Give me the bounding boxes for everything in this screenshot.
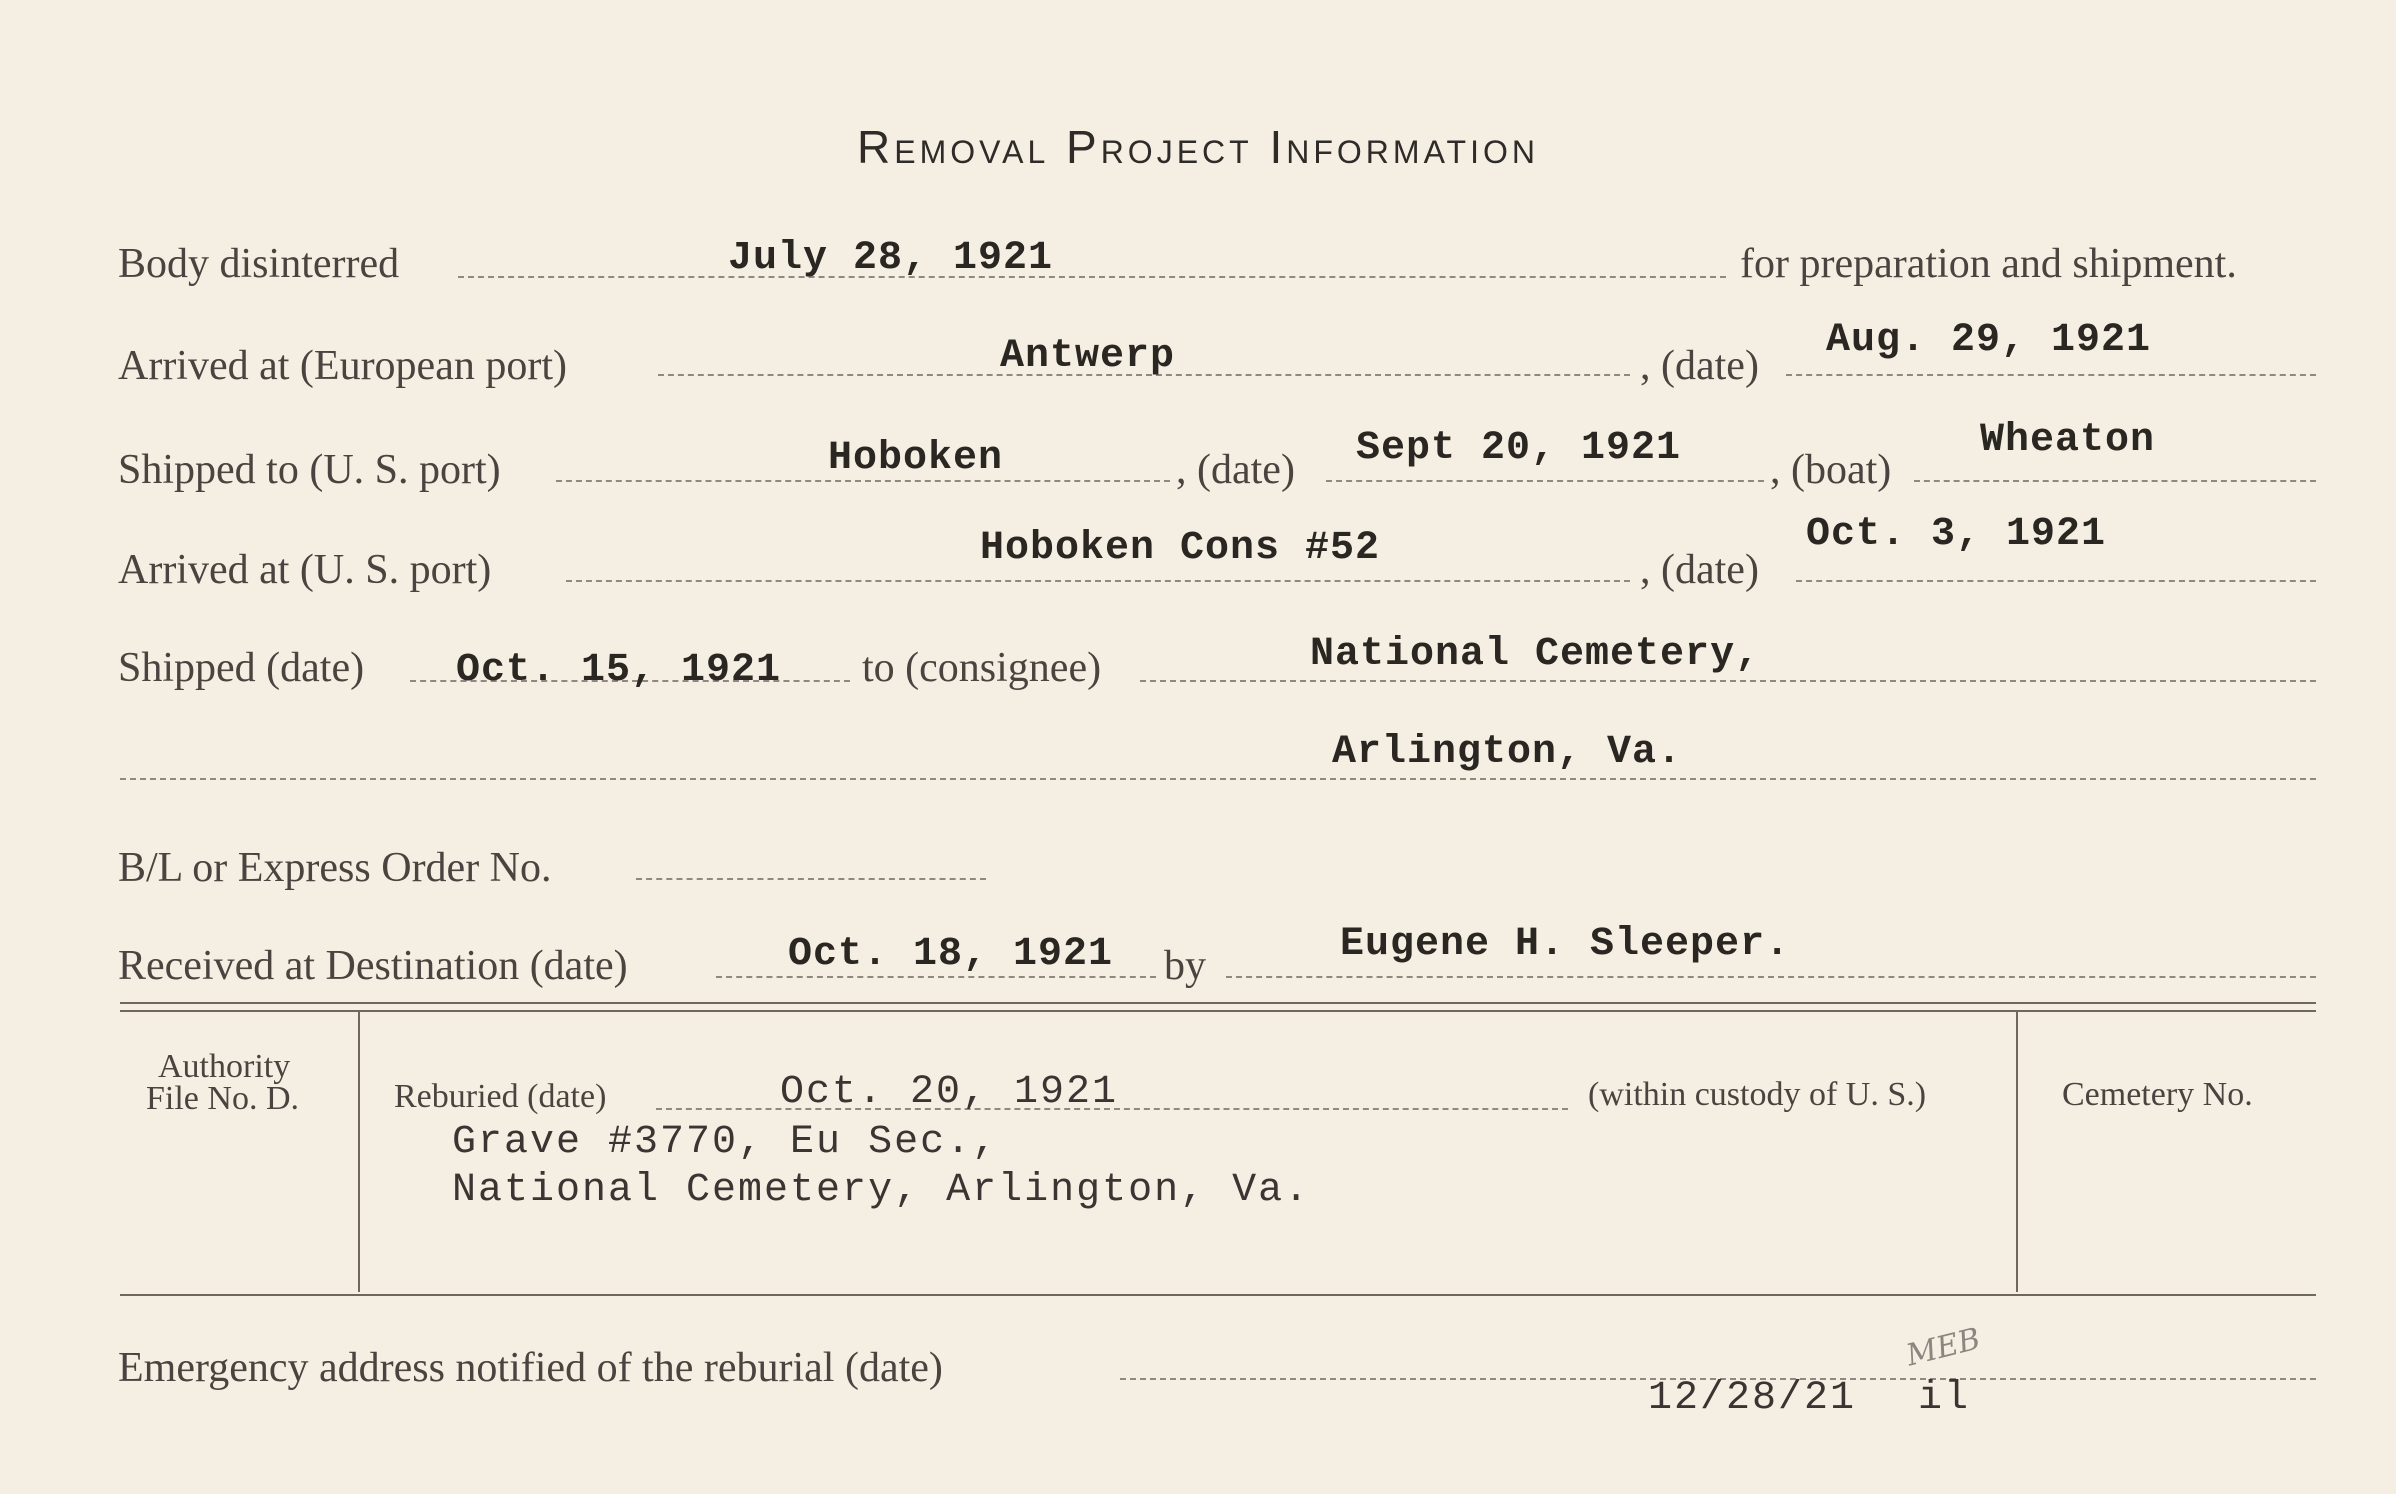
authority-label-2: File No. D. [146, 1080, 299, 1117]
box-divider-right [2016, 1012, 2018, 1292]
received-by-line [1226, 976, 2316, 978]
arrived-us-date-label: , (date) [1640, 547, 1759, 593]
body-disinterred-value: July 28, 1921 [728, 236, 1054, 281]
arrived-eu-date-label: , (date) [1640, 343, 1759, 389]
shipped-date-value: Oct. 15, 1921 [456, 648, 782, 693]
box-divider-left [358, 1012, 360, 1292]
bl-label: B/L or Express Order No. [118, 845, 552, 891]
received-label: Received at Destination (date) [118, 943, 628, 989]
arrived-eu-date-value: Aug. 29, 1921 [1826, 318, 2152, 363]
handwritten-initials: MEB [1902, 1321, 1984, 1374]
arrived-us-date-line [1796, 580, 2316, 582]
consignee-line1: National Cemetery, [1310, 632, 1761, 677]
shipped-us-boat-value: Wheaton [1980, 418, 2156, 463]
arrived-us-label: Arrived at (U. S. port) [118, 547, 492, 593]
cemetery-no-label: Cemetery No. [2062, 1076, 2253, 1113]
received-by-label: by [1164, 943, 1206, 989]
shipped-us-date-value: Sept 20, 1921 [1356, 426, 1682, 471]
consignee-label: to (consignee) [862, 645, 1102, 691]
shipped-us-boat-line [1914, 480, 2316, 482]
arrived-us-line [566, 580, 1630, 582]
body-disinterred-label: Body disinterred [118, 241, 400, 287]
authority-label-1: Authority [158, 1048, 291, 1085]
preparation-suffix: for preparation and shipment. [1740, 241, 2237, 287]
shipped-us-date-line [1326, 480, 1764, 482]
form-title: Removal Project Information [857, 121, 1539, 173]
section-rule-top-2 [120, 1010, 2316, 1012]
shipped-us-date-label: , (date) [1176, 447, 1295, 493]
arrived-eu-value: Antwerp [1000, 334, 1176, 379]
shipped-us-label: Shipped to (U. S. port) [118, 447, 501, 493]
bl-line [636, 878, 986, 880]
shipped-us-value: Hoboken [828, 436, 1004, 481]
arrived-us-date-value: Oct. 3, 1921 [1806, 512, 2107, 557]
consignee-line-2 [120, 778, 2316, 780]
arrived-eu-label: Arrived at (European port) [118, 343, 567, 389]
arrived-eu-date-line [1786, 374, 2316, 376]
received-by-value: Eugene H. Sleeper. [1340, 922, 1791, 967]
custody-label: (within custody of U. S.) [1588, 1076, 1927, 1113]
section-rule-top [120, 1002, 2316, 1004]
emergency-label: Emergency address notified of the reburial (date) [118, 1345, 943, 1391]
grave-line-1: Grave #3770, Eu Sec., [452, 1120, 999, 1165]
reburied-label: Reburied (date) [394, 1078, 607, 1115]
reburied-value: Oct. 20, 1921 [780, 1070, 1119, 1115]
initials: il [1918, 1376, 1971, 1421]
consignee-line2: Arlington, Va. [1332, 730, 1683, 775]
grave-line-2: National Cemetery, Arlington, Va. [452, 1168, 1311, 1213]
body-disinterred-line [458, 276, 1726, 278]
emergency-value: 12/28/21 [1648, 1376, 1857, 1421]
shipped-date-label: Shipped (date) [118, 645, 365, 691]
section-rule-bottom [120, 1294, 2316, 1296]
received-value: Oct. 18, 1921 [788, 932, 1114, 977]
shipped-us-boat-label: , (boat) [1770, 447, 1892, 493]
arrived-us-value: Hoboken Cons #52 [980, 526, 1381, 571]
consignee-line [1140, 680, 2316, 682]
